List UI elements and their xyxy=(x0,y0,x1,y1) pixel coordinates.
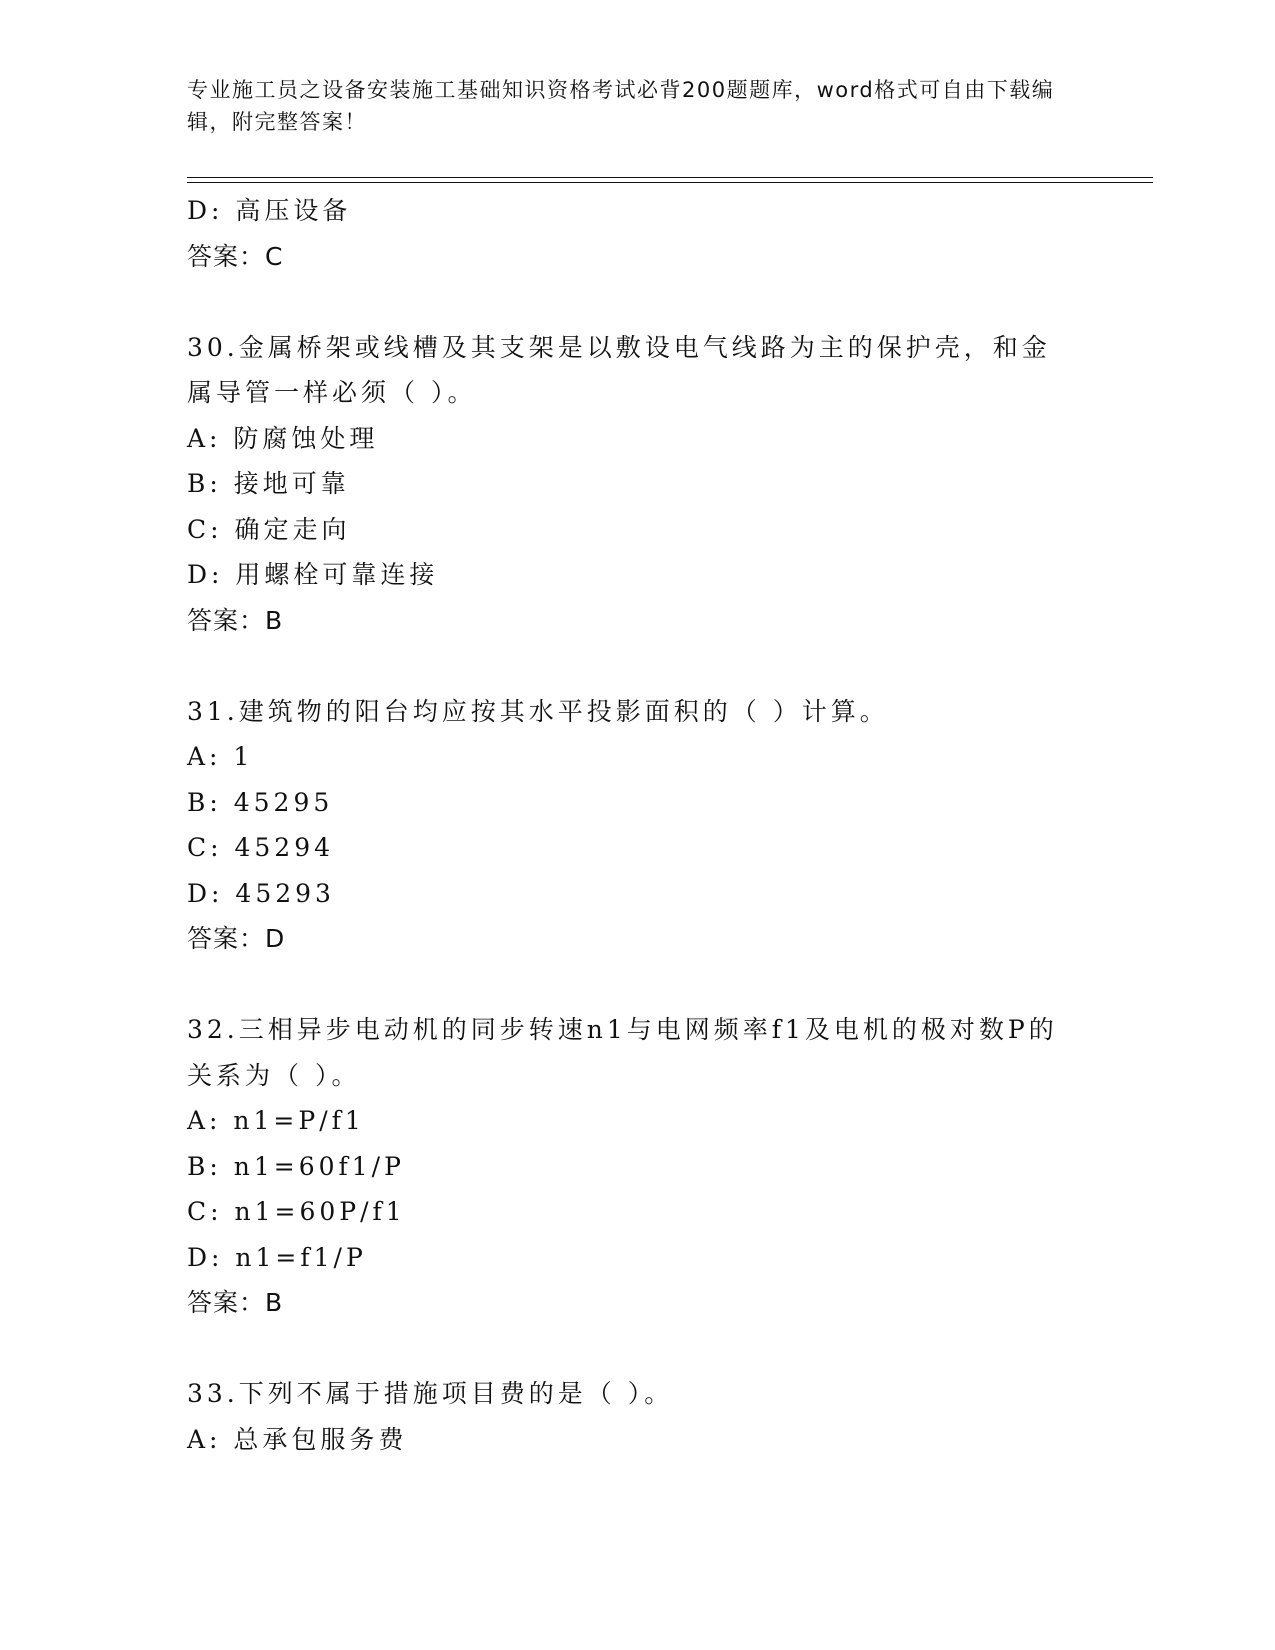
spacer xyxy=(187,1326,1087,1372)
option-d: D: 45293 xyxy=(187,878,335,908)
spacer xyxy=(187,279,1087,325)
question-text: 31.建筑物的阳台均应按其水平投影面积的（ ）计算。 xyxy=(187,696,889,726)
option-b: B: n1=60f1/P xyxy=(187,1151,405,1181)
spacer xyxy=(187,962,1087,1008)
question-block xyxy=(187,325,1087,644)
question-block xyxy=(187,1371,1087,1462)
answer-line: 答案：B xyxy=(187,1288,284,1317)
question-text: 30.金属桥架或线槽及其支架是以敷设电气线路为主的保护壳，和金属导管一样必须（ ）。 xyxy=(187,332,1051,407)
answer-line: 答案：C xyxy=(187,241,284,271)
option-d: D: 用螺栓可靠连接 xyxy=(187,560,439,589)
option-b: B: 接地可靠 xyxy=(187,469,350,498)
option-a: A: n1=P/f1 xyxy=(187,1106,365,1135)
option-c: C: n1=60P/f1 xyxy=(187,1197,406,1226)
header-divider-top xyxy=(187,177,1153,178)
option-a: A: 1 xyxy=(187,742,254,771)
option-d: D: 高压设备 xyxy=(187,196,352,225)
question-block xyxy=(187,689,1087,962)
header-divider-bottom xyxy=(187,182,1153,183)
spacer xyxy=(187,643,1087,689)
option-b: B: 45295 xyxy=(187,787,334,817)
option-d: D: n1=f1/P xyxy=(187,1242,367,1272)
document-header: 专业施工员之设备安装施工基础知识资格考试必背200题题库，word格式可自由下载编辑，附完整答案！ xyxy=(187,78,1055,134)
question-block xyxy=(187,1007,1087,1326)
answer-line: 答案：B xyxy=(187,605,284,635)
option-c: C: 确定走向 xyxy=(187,514,351,544)
question-text: 33.下列不属于措施项目费的是（ ）。 xyxy=(187,1379,674,1408)
question-list xyxy=(187,188,1087,1462)
option-a: A: 防腐蚀处理 xyxy=(187,423,379,453)
option-c: C: 45294 xyxy=(187,833,335,862)
question-text: 32.三相异步电动机的同步转速n1与电网频率f1及电机的极对数P的关系为（ ）。 xyxy=(187,1015,1058,1090)
answer-line: 答案：D xyxy=(187,924,286,953)
option-a: A: 总承包服务费 xyxy=(187,1424,408,1454)
